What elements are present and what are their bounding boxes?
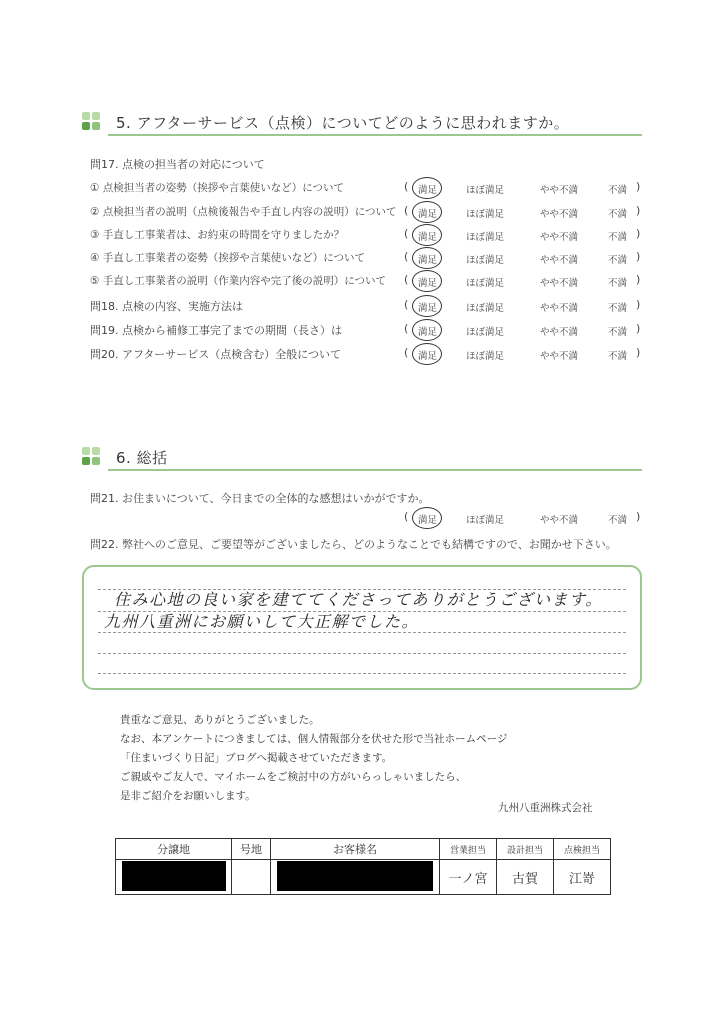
paren-open: ( (404, 346, 409, 359)
option-o4: 不満 (608, 303, 628, 314)
section5-header (82, 110, 642, 136)
paren-open: ( (404, 204, 409, 217)
customer-info-table (115, 838, 611, 895)
selected-answer-circle (412, 319, 442, 341)
paren-close: ) (636, 227, 641, 240)
option-o2: ほぼ満足 (466, 515, 505, 526)
paren-open: ( (404, 273, 409, 286)
section-divider (108, 469, 642, 471)
redaction-block (277, 861, 433, 891)
option-o2: ほぼ満足 (466, 185, 505, 196)
customer-name-cell (271, 860, 440, 895)
question-label: 問19. 点検から補修工事完了までの期間（長さ）は (90, 324, 342, 337)
option-o2: ほぼ満足 (466, 303, 505, 314)
section6-header (82, 445, 642, 471)
header-inspection: 点検担当 (554, 839, 611, 860)
handwritten-comment-line2: 九州八重洲にお願いして大正解でした。 (104, 612, 420, 631)
option-o1: 満足 (418, 255, 438, 266)
inspection-cell: 江嵜 (554, 860, 611, 895)
option-o4: 不満 (608, 209, 628, 220)
option-o1: 満足 (418, 351, 438, 362)
leaf-bullet-icon (82, 112, 102, 132)
paren-close: ) (636, 510, 641, 523)
section-divider (108, 134, 642, 136)
option-o1: 満足 (418, 515, 438, 526)
selected-answer-circle (412, 343, 442, 365)
paren-open: ( (404, 250, 409, 263)
option-o4: 不満 (608, 255, 628, 266)
question-label: ④ 手直し工事業者の姿勢（挨拶や言葉使いなど）について (90, 252, 366, 264)
section6-title: 6. 総括 (116, 449, 168, 467)
ruled-line (98, 673, 626, 674)
q21-label: 問21. お住まいについて、今日までの全体的な感想はいかがですか。 (90, 492, 430, 505)
paren-open: ( (404, 227, 409, 240)
q22-label: 問22. 弊社へのご意見、ご要望等がございましたら、どのようなことでも結構ですので、お聞かせ下さい。 (90, 538, 617, 551)
option-o3: やや不満 (540, 278, 579, 289)
selected-answer-circle (412, 247, 442, 269)
question-label: 問20. アフターサービス（点検含む）全般について (90, 348, 341, 361)
option-o4: 不満 (608, 515, 628, 526)
option-o2: ほぼ満足 (466, 351, 505, 362)
lot-cell (116, 860, 232, 895)
paren-open: ( (404, 298, 409, 311)
design-cell: 古賀 (497, 860, 554, 895)
paren-close: ) (636, 180, 641, 193)
comment-box (82, 565, 642, 690)
option-o2: ほぼ満足 (466, 278, 505, 289)
leaf-bullet-icon (82, 447, 102, 467)
option-o4: 不満 (608, 327, 628, 338)
option-o3: やや不満 (540, 232, 579, 243)
option-o2: ほぼ満足 (466, 327, 505, 338)
referral-note: ご親戚やご友人で、マイホームをご検討中の方がいらっしゃいましたら、 (120, 771, 467, 783)
option-o4: 不満 (608, 351, 628, 362)
selected-answer-circle (412, 201, 442, 223)
q17-title: 問17. 点検の担当者の対応について (90, 158, 265, 171)
option-o2: ほぼ満足 (466, 209, 505, 220)
paren-close: ) (636, 250, 641, 263)
lot-number-cell (232, 860, 271, 895)
option-o3: やや不満 (540, 209, 579, 220)
paren-open: ( (404, 180, 409, 193)
paren-close: ) (636, 204, 641, 217)
selected-answer-circle (412, 507, 442, 529)
option-o3: やや不満 (540, 255, 579, 266)
question-label: ⑤ 手直し工事業者の説明（作業内容や完了後の説明）について (90, 275, 387, 287)
paren-close: ) (636, 273, 641, 286)
option-o3: やや不満 (540, 351, 579, 362)
option-o4: 不満 (608, 232, 628, 243)
option-o1: 満足 (418, 209, 438, 220)
option-o4: 不満 (608, 278, 628, 289)
blog-note: 「住まいづくり日記」ブログへ掲載させていただきます。 (120, 752, 393, 764)
option-o3: やや不満 (540, 185, 579, 196)
option-o3: やや不満 (540, 303, 579, 314)
paren-open: ( (404, 510, 409, 523)
option-o3: やや不満 (540, 327, 579, 338)
question-label: ② 点検担当者の説明（点検後報告や手直し内容の説明）について (90, 206, 397, 218)
header-customer-name: お客様名 (271, 839, 440, 860)
option-o4: 不満 (608, 185, 628, 196)
ruled-line (98, 632, 626, 633)
referral-request: 是非ご紹介をお願いします。 (120, 790, 256, 802)
selected-answer-circle (412, 177, 442, 199)
company-name: 九州八重洲株式会社 (498, 802, 593, 814)
selected-answer-circle (412, 295, 442, 317)
paren-close: ) (636, 298, 641, 311)
option-o1: 満足 (418, 303, 438, 314)
option-o3: やや不満 (540, 515, 579, 526)
option-o1: 満足 (418, 327, 438, 338)
option-o2: ほぼ満足 (466, 232, 505, 243)
redaction-block (122, 861, 226, 891)
header-lot-number: 号地 (232, 839, 271, 860)
option-o1: 満足 (418, 278, 438, 289)
header-sales: 営業担当 (440, 839, 497, 860)
header-design: 設計担当 (497, 839, 554, 860)
paren-open: ( (404, 322, 409, 335)
privacy-note: なお、本アンケートにつきましては、個人情報部分を伏せた形で当社ホームページ (120, 733, 508, 745)
header-lot: 分譲地 (116, 839, 232, 860)
paren-close: ) (636, 346, 641, 359)
ruled-line (98, 653, 626, 654)
question-label: ① 点検担当者の姿勢（挨拶や言葉使いなど）について (90, 182, 345, 194)
question-label: 問18. 点検の内容、実施方法は (90, 300, 243, 313)
sales-cell: 一ノ宮 (440, 860, 497, 895)
section5-title: 5. アフターサービス（点検）についてどのように思われますか。 (116, 114, 570, 132)
handwritten-comment-line1: 住み心地の良い家を建ててくださってありがとうございます。 (114, 590, 603, 609)
selected-answer-circle (412, 270, 442, 292)
question-label: ③ 手直し工事業者は、お約束の時間を守りましたか？ (90, 229, 345, 241)
selected-answer-circle (412, 224, 442, 246)
option-o2: ほぼ満足 (466, 255, 505, 266)
option-o1: 満足 (418, 232, 438, 243)
option-o1: 満足 (418, 185, 438, 196)
thanks-note: 貴重なご意見、ありがとうございました。 (120, 714, 320, 726)
paren-close: ) (636, 322, 641, 335)
